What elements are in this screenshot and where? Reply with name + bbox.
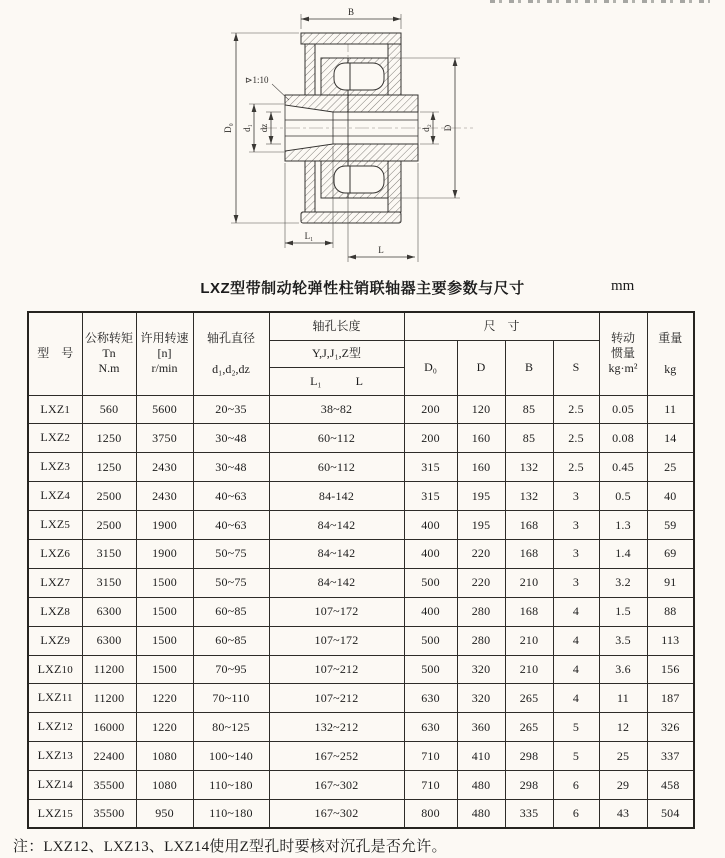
value-cell: 2500 bbox=[82, 482, 136, 511]
clipped-header-text bbox=[490, 0, 710, 3]
value-cell: 12 bbox=[599, 713, 647, 742]
value-cell: 85 bbox=[505, 395, 553, 424]
value-cell: 2.5 bbox=[553, 395, 599, 424]
value-cell: 70~95 bbox=[193, 655, 269, 684]
value-cell: 2500 bbox=[82, 511, 136, 540]
col-header-bore-length: 轴孔长度 bbox=[269, 312, 404, 340]
value-cell: 80~125 bbox=[193, 713, 269, 742]
value-cell: 60~85 bbox=[193, 626, 269, 655]
value-cell: 38~82 bbox=[269, 395, 404, 424]
table-row bbox=[28, 799, 694, 828]
value-cell: 1250 bbox=[82, 453, 136, 482]
value-cell: 280 bbox=[457, 626, 505, 655]
value-cell: 3.6 bbox=[599, 655, 647, 684]
col-header-D: D bbox=[457, 340, 505, 395]
value-cell: 85 bbox=[505, 424, 553, 453]
col-header-torque: 公称转矩Tn N.m bbox=[82, 312, 136, 395]
value-cell: 110~180 bbox=[193, 799, 269, 828]
model-cell: LXZ9 bbox=[28, 626, 82, 655]
value-cell: 11200 bbox=[82, 684, 136, 713]
value-cell: 132~212 bbox=[269, 713, 404, 742]
value-cell: 5600 bbox=[136, 395, 193, 424]
value-cell: 167~252 bbox=[269, 742, 404, 771]
value-cell: 220 bbox=[457, 539, 505, 568]
value-cell: 168 bbox=[505, 597, 553, 626]
value-cell: 84-142 bbox=[269, 482, 404, 511]
value-cell: 630 bbox=[404, 713, 457, 742]
table-row bbox=[28, 684, 694, 713]
table-row bbox=[28, 597, 694, 626]
table-row bbox=[28, 771, 694, 800]
value-cell: 3750 bbox=[136, 424, 193, 453]
dim-label-L: L bbox=[378, 245, 384, 255]
dim-label-d2: d₂ bbox=[421, 124, 431, 132]
col-header-dimensions: 尺 寸 bbox=[404, 312, 599, 340]
value-cell: 3 bbox=[553, 482, 599, 511]
value-cell: 360 bbox=[457, 713, 505, 742]
value-cell: 0.08 bbox=[599, 424, 647, 453]
value-cell: 298 bbox=[505, 771, 553, 800]
value-cell: 1220 bbox=[136, 713, 193, 742]
value-cell: 1500 bbox=[136, 597, 193, 626]
value-cell: 14 bbox=[647, 424, 694, 453]
table-row bbox=[28, 511, 694, 540]
table-row bbox=[28, 395, 694, 424]
dim-label-dz: dz bbox=[259, 123, 269, 133]
table-row bbox=[28, 742, 694, 771]
table-row bbox=[28, 655, 694, 684]
value-cell: 160 bbox=[457, 424, 505, 453]
value-cell: 335 bbox=[505, 799, 553, 828]
value-cell: 0.5 bbox=[599, 482, 647, 511]
value-cell: 315 bbox=[404, 482, 457, 511]
col-header-S: S bbox=[553, 340, 599, 395]
value-cell: 100~140 bbox=[193, 742, 269, 771]
value-cell: 35500 bbox=[82, 771, 136, 800]
value-cell: 3.2 bbox=[599, 568, 647, 597]
value-cell: 11200 bbox=[82, 655, 136, 684]
value-cell: 337 bbox=[647, 742, 694, 771]
model-cell: LXZ6 bbox=[28, 539, 82, 568]
value-cell: 69 bbox=[647, 539, 694, 568]
value-cell: 480 bbox=[457, 771, 505, 800]
value-cell: 1500 bbox=[136, 568, 193, 597]
extension-lines bbox=[231, 14, 460, 262]
value-cell: 60~112 bbox=[269, 424, 404, 453]
table-row bbox=[28, 453, 694, 482]
footnote: 注：LXZ12、LXZ13、LXZ14使用Z型孔时要核对沉孔是否允许。 bbox=[13, 839, 447, 855]
value-cell: 410 bbox=[457, 742, 505, 771]
value-cell: 20~35 bbox=[193, 395, 269, 424]
value-cell: 168 bbox=[505, 539, 553, 568]
value-cell: 43 bbox=[599, 799, 647, 828]
value-cell: 40~63 bbox=[193, 482, 269, 511]
col-header-bore-types: Y,J,J₁,Z型 bbox=[269, 340, 404, 367]
col-header-L1-L: L₁ L bbox=[269, 367, 404, 395]
value-cell: 326 bbox=[647, 713, 694, 742]
value-cell: 25 bbox=[599, 742, 647, 771]
table-row bbox=[28, 568, 694, 597]
value-cell: 500 bbox=[404, 626, 457, 655]
value-cell: 30~48 bbox=[193, 424, 269, 453]
value-cell: 132 bbox=[505, 482, 553, 511]
model-cell: LXZ11 bbox=[28, 684, 82, 713]
value-cell: 70~110 bbox=[193, 684, 269, 713]
value-cell: 195 bbox=[457, 511, 505, 540]
value-cell: 167~302 bbox=[269, 771, 404, 800]
value-cell: 107~172 bbox=[269, 626, 404, 655]
table-row bbox=[28, 482, 694, 511]
value-cell: 84~142 bbox=[269, 511, 404, 540]
value-cell: 2.5 bbox=[553, 453, 599, 482]
table-row bbox=[28, 424, 694, 453]
value-cell: 200 bbox=[404, 424, 457, 453]
value-cell: 458 bbox=[647, 771, 694, 800]
value-cell: 5 bbox=[553, 742, 599, 771]
value-cell: 167~302 bbox=[269, 799, 404, 828]
value-cell: 132 bbox=[505, 453, 553, 482]
value-cell: 110~180 bbox=[193, 771, 269, 800]
value-cell: 210 bbox=[505, 655, 553, 684]
value-cell: 4 bbox=[553, 597, 599, 626]
model-cell: LXZ15 bbox=[28, 799, 82, 828]
value-cell: 11 bbox=[599, 684, 647, 713]
value-cell: 2.5 bbox=[553, 424, 599, 453]
value-cell: 6300 bbox=[82, 597, 136, 626]
value-cell: 168 bbox=[505, 511, 553, 540]
value-cell: 88 bbox=[647, 597, 694, 626]
parameters-table bbox=[27, 311, 695, 829]
value-cell: 1900 bbox=[136, 539, 193, 568]
value-cell: 22400 bbox=[82, 742, 136, 771]
value-cell: 113 bbox=[647, 626, 694, 655]
value-cell: 210 bbox=[505, 626, 553, 655]
value-cell: 40~63 bbox=[193, 511, 269, 540]
value-cell: 3150 bbox=[82, 539, 136, 568]
value-cell: 35500 bbox=[82, 799, 136, 828]
value-cell: 107~172 bbox=[269, 597, 404, 626]
model-cell: LXZ2 bbox=[28, 424, 82, 453]
col-header-inertia: 转动 惯量 kg·m² bbox=[599, 312, 647, 395]
value-cell: 25 bbox=[647, 453, 694, 482]
value-cell: 710 bbox=[404, 742, 457, 771]
value-cell: 210 bbox=[505, 568, 553, 597]
page-title: LXZ型带制动轮弹性柱销联轴器主要参数与尺寸 bbox=[200, 280, 525, 297]
value-cell: 3 bbox=[553, 511, 599, 540]
value-cell: 400 bbox=[404, 539, 457, 568]
value-cell: 320 bbox=[457, 655, 505, 684]
value-cell: 195 bbox=[457, 482, 505, 511]
value-cell: 59 bbox=[647, 511, 694, 540]
title-row bbox=[0, 277, 725, 297]
value-cell: 107~212 bbox=[269, 655, 404, 684]
value-cell: 4 bbox=[553, 684, 599, 713]
value-cell: 710 bbox=[404, 771, 457, 800]
value-cell: 3150 bbox=[82, 568, 136, 597]
value-cell: 400 bbox=[404, 511, 457, 540]
value-cell: 1900 bbox=[136, 511, 193, 540]
value-cell: 156 bbox=[647, 655, 694, 684]
value-cell: 60~112 bbox=[269, 453, 404, 482]
value-cell: 50~75 bbox=[193, 539, 269, 568]
coupling-section-drawing bbox=[218, 0, 518, 272]
value-cell: 280 bbox=[457, 597, 505, 626]
value-cell: 1500 bbox=[136, 626, 193, 655]
value-cell: 11 bbox=[647, 395, 694, 424]
value-cell: 1220 bbox=[136, 684, 193, 713]
value-cell: 60~85 bbox=[193, 597, 269, 626]
dim-label-D0: D₀ bbox=[223, 123, 233, 133]
value-cell: 480 bbox=[457, 799, 505, 828]
value-cell: 6300 bbox=[82, 626, 136, 655]
col-header-model: 型 号 bbox=[28, 312, 82, 395]
value-cell: 200 bbox=[404, 395, 457, 424]
model-cell: LXZ1 bbox=[28, 395, 82, 424]
value-cell: 2430 bbox=[136, 453, 193, 482]
value-cell: 400 bbox=[404, 597, 457, 626]
value-cell: 1.5 bbox=[599, 597, 647, 626]
value-cell: 40 bbox=[647, 482, 694, 511]
value-cell: 1080 bbox=[136, 742, 193, 771]
value-cell: 91 bbox=[647, 568, 694, 597]
value-cell: 187 bbox=[647, 684, 694, 713]
model-cell: LXZ10 bbox=[28, 655, 82, 684]
model-cell: LXZ5 bbox=[28, 511, 82, 540]
value-cell: 0.05 bbox=[599, 395, 647, 424]
dim-label-D: D bbox=[443, 124, 453, 132]
value-cell: 4 bbox=[553, 655, 599, 684]
col-header-speed: 许用转速 [n] r/min bbox=[136, 312, 193, 395]
table-body bbox=[28, 395, 694, 828]
value-cell: 30~48 bbox=[193, 453, 269, 482]
unit-label: mm bbox=[611, 278, 635, 294]
model-cell: LXZ3 bbox=[28, 453, 82, 482]
value-cell: 50~75 bbox=[193, 568, 269, 597]
dim-label-B: B bbox=[347, 7, 355, 17]
table-row bbox=[28, 539, 694, 568]
value-cell: 107~212 bbox=[269, 684, 404, 713]
value-cell: 1500 bbox=[136, 655, 193, 684]
model-cell: LXZ12 bbox=[28, 713, 82, 742]
model-cell: LXZ14 bbox=[28, 771, 82, 800]
value-cell: 630 bbox=[404, 684, 457, 713]
value-cell: 2430 bbox=[136, 482, 193, 511]
value-cell: 6 bbox=[553, 771, 599, 800]
value-cell: 4 bbox=[553, 626, 599, 655]
model-cell: LXZ7 bbox=[28, 568, 82, 597]
col-header-B: B bbox=[505, 340, 553, 395]
value-cell: 84~142 bbox=[269, 568, 404, 597]
value-cell: 320 bbox=[457, 684, 505, 713]
value-cell: 3 bbox=[553, 568, 599, 597]
table-row bbox=[28, 626, 694, 655]
value-cell: 220 bbox=[457, 568, 505, 597]
value-cell: 950 bbox=[136, 799, 193, 828]
value-cell: 265 bbox=[505, 713, 553, 742]
value-cell: 160 bbox=[457, 453, 505, 482]
value-cell: 500 bbox=[404, 568, 457, 597]
value-cell: 1.3 bbox=[599, 511, 647, 540]
value-cell: 6 bbox=[553, 799, 599, 828]
value-cell: 1.4 bbox=[599, 539, 647, 568]
value-cell: 560 bbox=[82, 395, 136, 424]
model-cell: LXZ13 bbox=[28, 742, 82, 771]
value-cell: 315 bbox=[404, 453, 457, 482]
model-cell: LXZ8 bbox=[28, 597, 82, 626]
value-cell: 29 bbox=[599, 771, 647, 800]
value-cell: 298 bbox=[505, 742, 553, 771]
value-cell: 265 bbox=[505, 684, 553, 713]
value-cell: 0.45 bbox=[599, 453, 647, 482]
value-cell: 3.5 bbox=[599, 626, 647, 655]
col-header-weight: 重量 kg bbox=[647, 312, 694, 395]
taper-label: ⊳1:10 bbox=[245, 75, 269, 85]
value-cell: 84~142 bbox=[269, 539, 404, 568]
value-cell: 1080 bbox=[136, 771, 193, 800]
value-cell: 800 bbox=[404, 799, 457, 828]
value-cell: 16000 bbox=[82, 713, 136, 742]
value-cell: 3 bbox=[553, 539, 599, 568]
value-cell: 1250 bbox=[82, 424, 136, 453]
value-cell: 5 bbox=[553, 713, 599, 742]
table-header bbox=[28, 312, 694, 395]
col-header-bore-diameter: 轴孔直径 d₁,d₂,dz bbox=[193, 312, 269, 395]
col-header-D0: D₀ bbox=[404, 340, 457, 395]
table-row bbox=[28, 713, 694, 742]
model-cell: LXZ4 bbox=[28, 482, 82, 511]
value-cell: 500 bbox=[404, 655, 457, 684]
dim-label-d1: d₁ bbox=[242, 124, 252, 132]
value-cell: 504 bbox=[647, 799, 694, 828]
dim-label-L1: L₁ bbox=[304, 231, 314, 241]
value-cell: 120 bbox=[457, 395, 505, 424]
